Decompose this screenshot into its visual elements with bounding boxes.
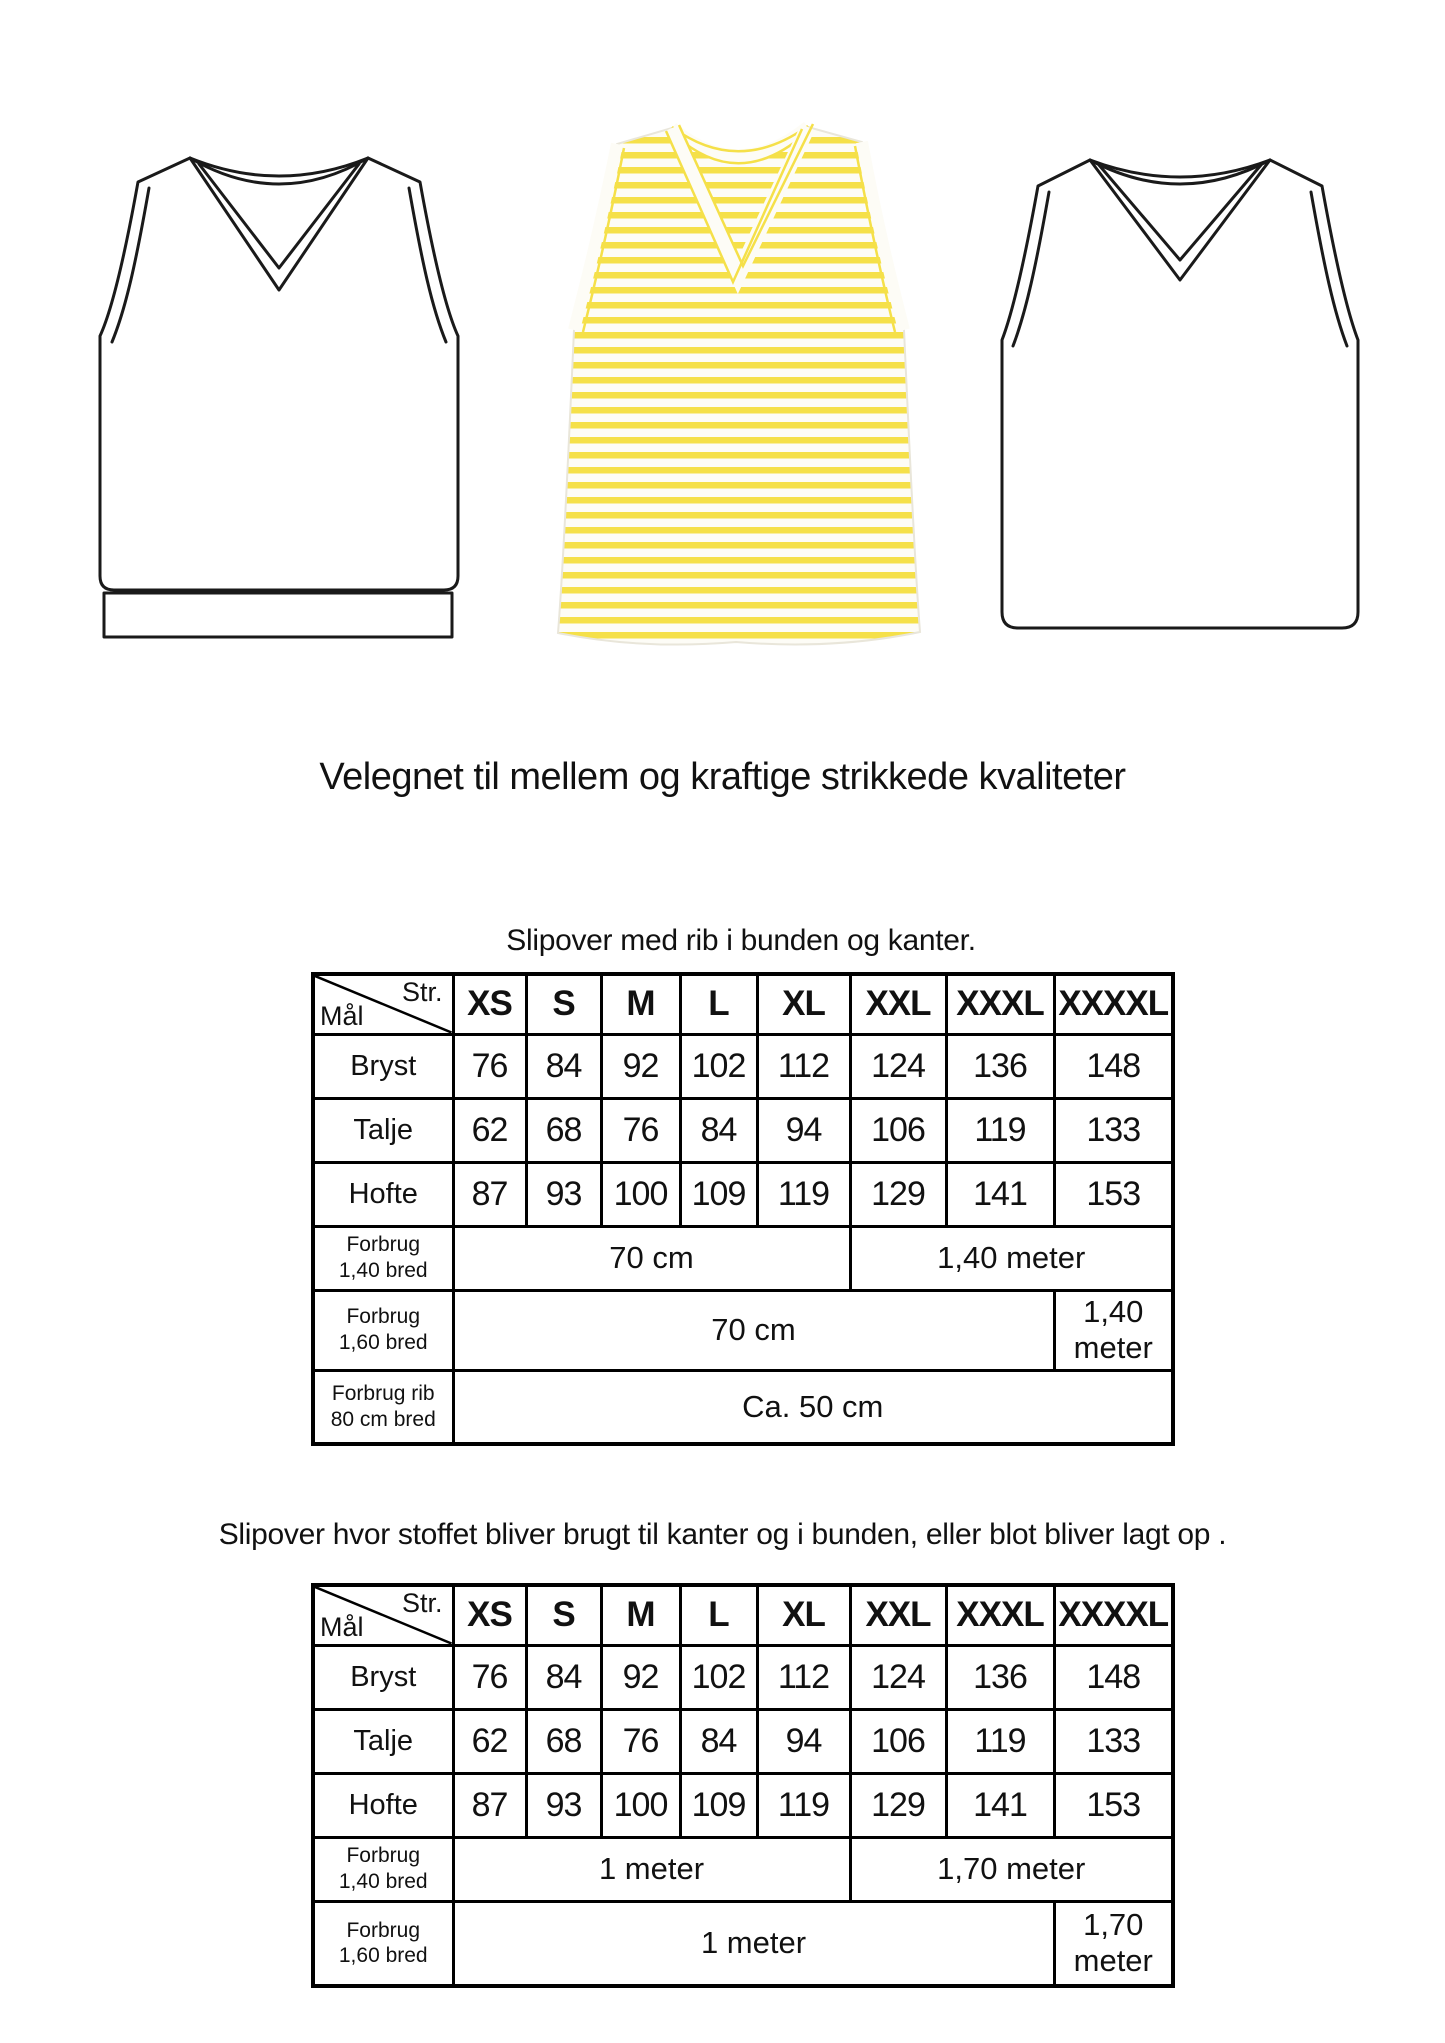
measure-value: 153 — [1054, 1162, 1173, 1226]
photo-vest-svg — [522, 118, 954, 650]
striped-slipover-photo — [522, 118, 954, 650]
size-header-xxxl: XXXL — [946, 1585, 1054, 1645]
measure-value: 129 — [850, 1773, 946, 1837]
measure-value: 129 — [850, 1162, 946, 1226]
forbrug-value: 70 cm — [453, 1290, 1054, 1370]
measure-value: 119 — [757, 1162, 850, 1226]
corner-cell — [313, 974, 453, 1034]
measure-value: 133 — [1054, 1098, 1173, 1162]
size-header-xs: XS — [453, 974, 526, 1034]
measure-value: 62 — [453, 1709, 526, 1773]
measure-value: 93 — [526, 1162, 601, 1226]
measure-value: 62 — [453, 1098, 526, 1162]
size-table-fabric-edge-version — [311, 1583, 1175, 1988]
size-header-xl: XL — [757, 1585, 850, 1645]
measure-value: 153 — [1054, 1773, 1173, 1837]
forbrug-value: 1 meter — [453, 1837, 850, 1901]
measure-value: 112 — [757, 1034, 850, 1098]
corner-maal-label: Mål — [320, 1611, 364, 1642]
measure-value: 133 — [1054, 1709, 1173, 1773]
table-row — [313, 974, 1173, 1034]
size-header-l: L — [680, 1585, 757, 1645]
measure-value: 102 — [680, 1034, 757, 1098]
measure-value: 136 — [946, 1034, 1054, 1098]
size-table-rib-version — [311, 972, 1175, 1446]
measure-label: Bryst — [313, 1034, 453, 1098]
size-header-s: S — [526, 974, 601, 1034]
table-row-forbrug-160 — [313, 1290, 1173, 1370]
table-row-forbrug-160 — [313, 1901, 1173, 1986]
size-header-s: S — [526, 1585, 601, 1645]
measure-value: 148 — [1054, 1034, 1173, 1098]
measure-label: Bryst — [313, 1645, 453, 1709]
measure-value: 84 — [526, 1645, 601, 1709]
measure-value: 94 — [757, 1709, 850, 1773]
measure-value: 100 — [601, 1773, 680, 1837]
size-header-m: M — [601, 1585, 680, 1645]
measure-value: 94 — [757, 1098, 850, 1162]
forbrug-label — [313, 1837, 453, 1901]
table-row-talje — [313, 1098, 1173, 1162]
size-header-xs: XS — [453, 1585, 526, 1645]
forbrug-label-line1: Forbrug rib — [331, 1382, 435, 1406]
measure-value: 109 — [680, 1162, 757, 1226]
size-header-xl: XL — [757, 974, 850, 1034]
forbrug-value: 1,70 meter — [850, 1837, 1173, 1901]
measure-value: 84 — [680, 1098, 757, 1162]
size-header-xxl: XXL — [850, 1585, 946, 1645]
page-title: Velegnet til mellem og kraftige strikkede kvaliteter — [319, 756, 1126, 798]
forbrug-label — [313, 1226, 453, 1290]
measure-value: 68 — [526, 1709, 601, 1773]
size-header-m: M — [601, 974, 680, 1034]
forbrug-label-line2: 80 cm bred — [330, 1407, 436, 1431]
measure-value: 76 — [453, 1034, 526, 1098]
table1-caption: Slipover med rib i bunden og kanter. — [506, 924, 976, 957]
table-row-bryst — [313, 1034, 1173, 1098]
front-sketch-svg — [96, 148, 462, 640]
measure-value: 106 — [850, 1709, 946, 1773]
measure-value: 141 — [946, 1162, 1054, 1226]
measure-value: 124 — [850, 1645, 946, 1709]
size-header-xxxxl: XXXXL — [1054, 974, 1173, 1034]
forbrug-label-line2: 1,40 bred — [338, 1259, 428, 1282]
measure-value: 100 — [601, 1162, 680, 1226]
forbrug-label-line1: Forbrug — [346, 1918, 421, 1942]
forbrug-value: 1,40 meter — [1054, 1290, 1173, 1370]
measure-value: 93 — [526, 1773, 601, 1837]
measure-value: 119 — [757, 1773, 850, 1837]
table-row-hofte — [313, 1162, 1173, 1226]
measure-value: 102 — [680, 1645, 757, 1709]
measure-value: 119 — [946, 1098, 1054, 1162]
measure-label: Talje — [313, 1098, 453, 1162]
forbrug-label — [313, 1370, 453, 1444]
forbrug-label-line1: Forbrug — [346, 1844, 421, 1868]
forbrug-value: 70 cm — [453, 1226, 850, 1290]
measure-value: 87 — [453, 1162, 526, 1226]
table-row-forbrug-rib — [313, 1370, 1173, 1444]
forbrug-label-line2: 1,40 bred — [338, 1870, 428, 1893]
table-row-hofte — [313, 1773, 1173, 1837]
size-header-xxxl: XXXL — [946, 974, 1054, 1034]
measure-value: 76 — [601, 1709, 680, 1773]
measure-value: 92 — [601, 1034, 680, 1098]
table-row — [313, 1585, 1173, 1645]
table2-caption: Slipover hvor stoffet bliver brugt til kanter og i bunden, eller blot bliver lagt op . — [218, 1518, 1227, 1551]
back-sketch-svg — [998, 150, 1362, 636]
table-row-forbrug-140 — [313, 1226, 1173, 1290]
corner-maal-label: Mål — [320, 1000, 364, 1031]
measure-value: 68 — [526, 1098, 601, 1162]
measure-value: 119 — [946, 1709, 1054, 1773]
forbrug-value: 1,70 meter — [1054, 1901, 1173, 1986]
slipover-back-line-drawing — [998, 150, 1362, 636]
measure-value: 84 — [680, 1709, 757, 1773]
corner-cell — [313, 1585, 453, 1645]
measure-value: 76 — [453, 1645, 526, 1709]
measure-value: 106 — [850, 1098, 946, 1162]
forbrug-label-line2: 1,60 bred — [338, 1331, 428, 1354]
measure-value: 136 — [946, 1645, 1054, 1709]
table-row-bryst — [313, 1645, 1173, 1709]
forbrug-label — [313, 1290, 453, 1370]
table-row-forbrug-140 — [313, 1837, 1173, 1901]
forbrug-label — [313, 1901, 453, 1986]
measure-value: 109 — [680, 1773, 757, 1837]
table-row-talje — [313, 1709, 1173, 1773]
measure-value: 84 — [526, 1034, 601, 1098]
corner-str-label: Str. — [401, 977, 443, 1007]
size-header-xxxxl: XXXXL — [1054, 1585, 1173, 1645]
forbrug-label-line2: 1,60 bred — [338, 1944, 428, 1968]
measure-label: Talje — [313, 1709, 453, 1773]
forbrug-label-line1: Forbrug — [346, 1305, 421, 1329]
measure-label: Hofte — [313, 1162, 453, 1226]
measure-value: 112 — [757, 1645, 850, 1709]
size-header-xxl: XXL — [850, 974, 946, 1034]
measure-value: 92 — [601, 1645, 680, 1709]
measure-value: 148 — [1054, 1645, 1173, 1709]
measure-value: 124 — [850, 1034, 946, 1098]
forbrug-value: Ca. 50 cm — [453, 1370, 1173, 1444]
slipover-front-line-drawing — [96, 148, 462, 640]
forbrug-value: 1,40 meter — [850, 1226, 1173, 1290]
measure-value: 87 — [453, 1773, 526, 1837]
measure-value: 76 — [601, 1098, 680, 1162]
measure-label: Hofte — [313, 1773, 453, 1837]
corner-str-label: Str. — [401, 1588, 443, 1618]
forbrug-value: 1 meter — [453, 1901, 1054, 1986]
size-header-l: L — [680, 974, 757, 1034]
measure-value: 141 — [946, 1773, 1054, 1837]
forbrug-label-line1: Forbrug — [346, 1233, 421, 1257]
